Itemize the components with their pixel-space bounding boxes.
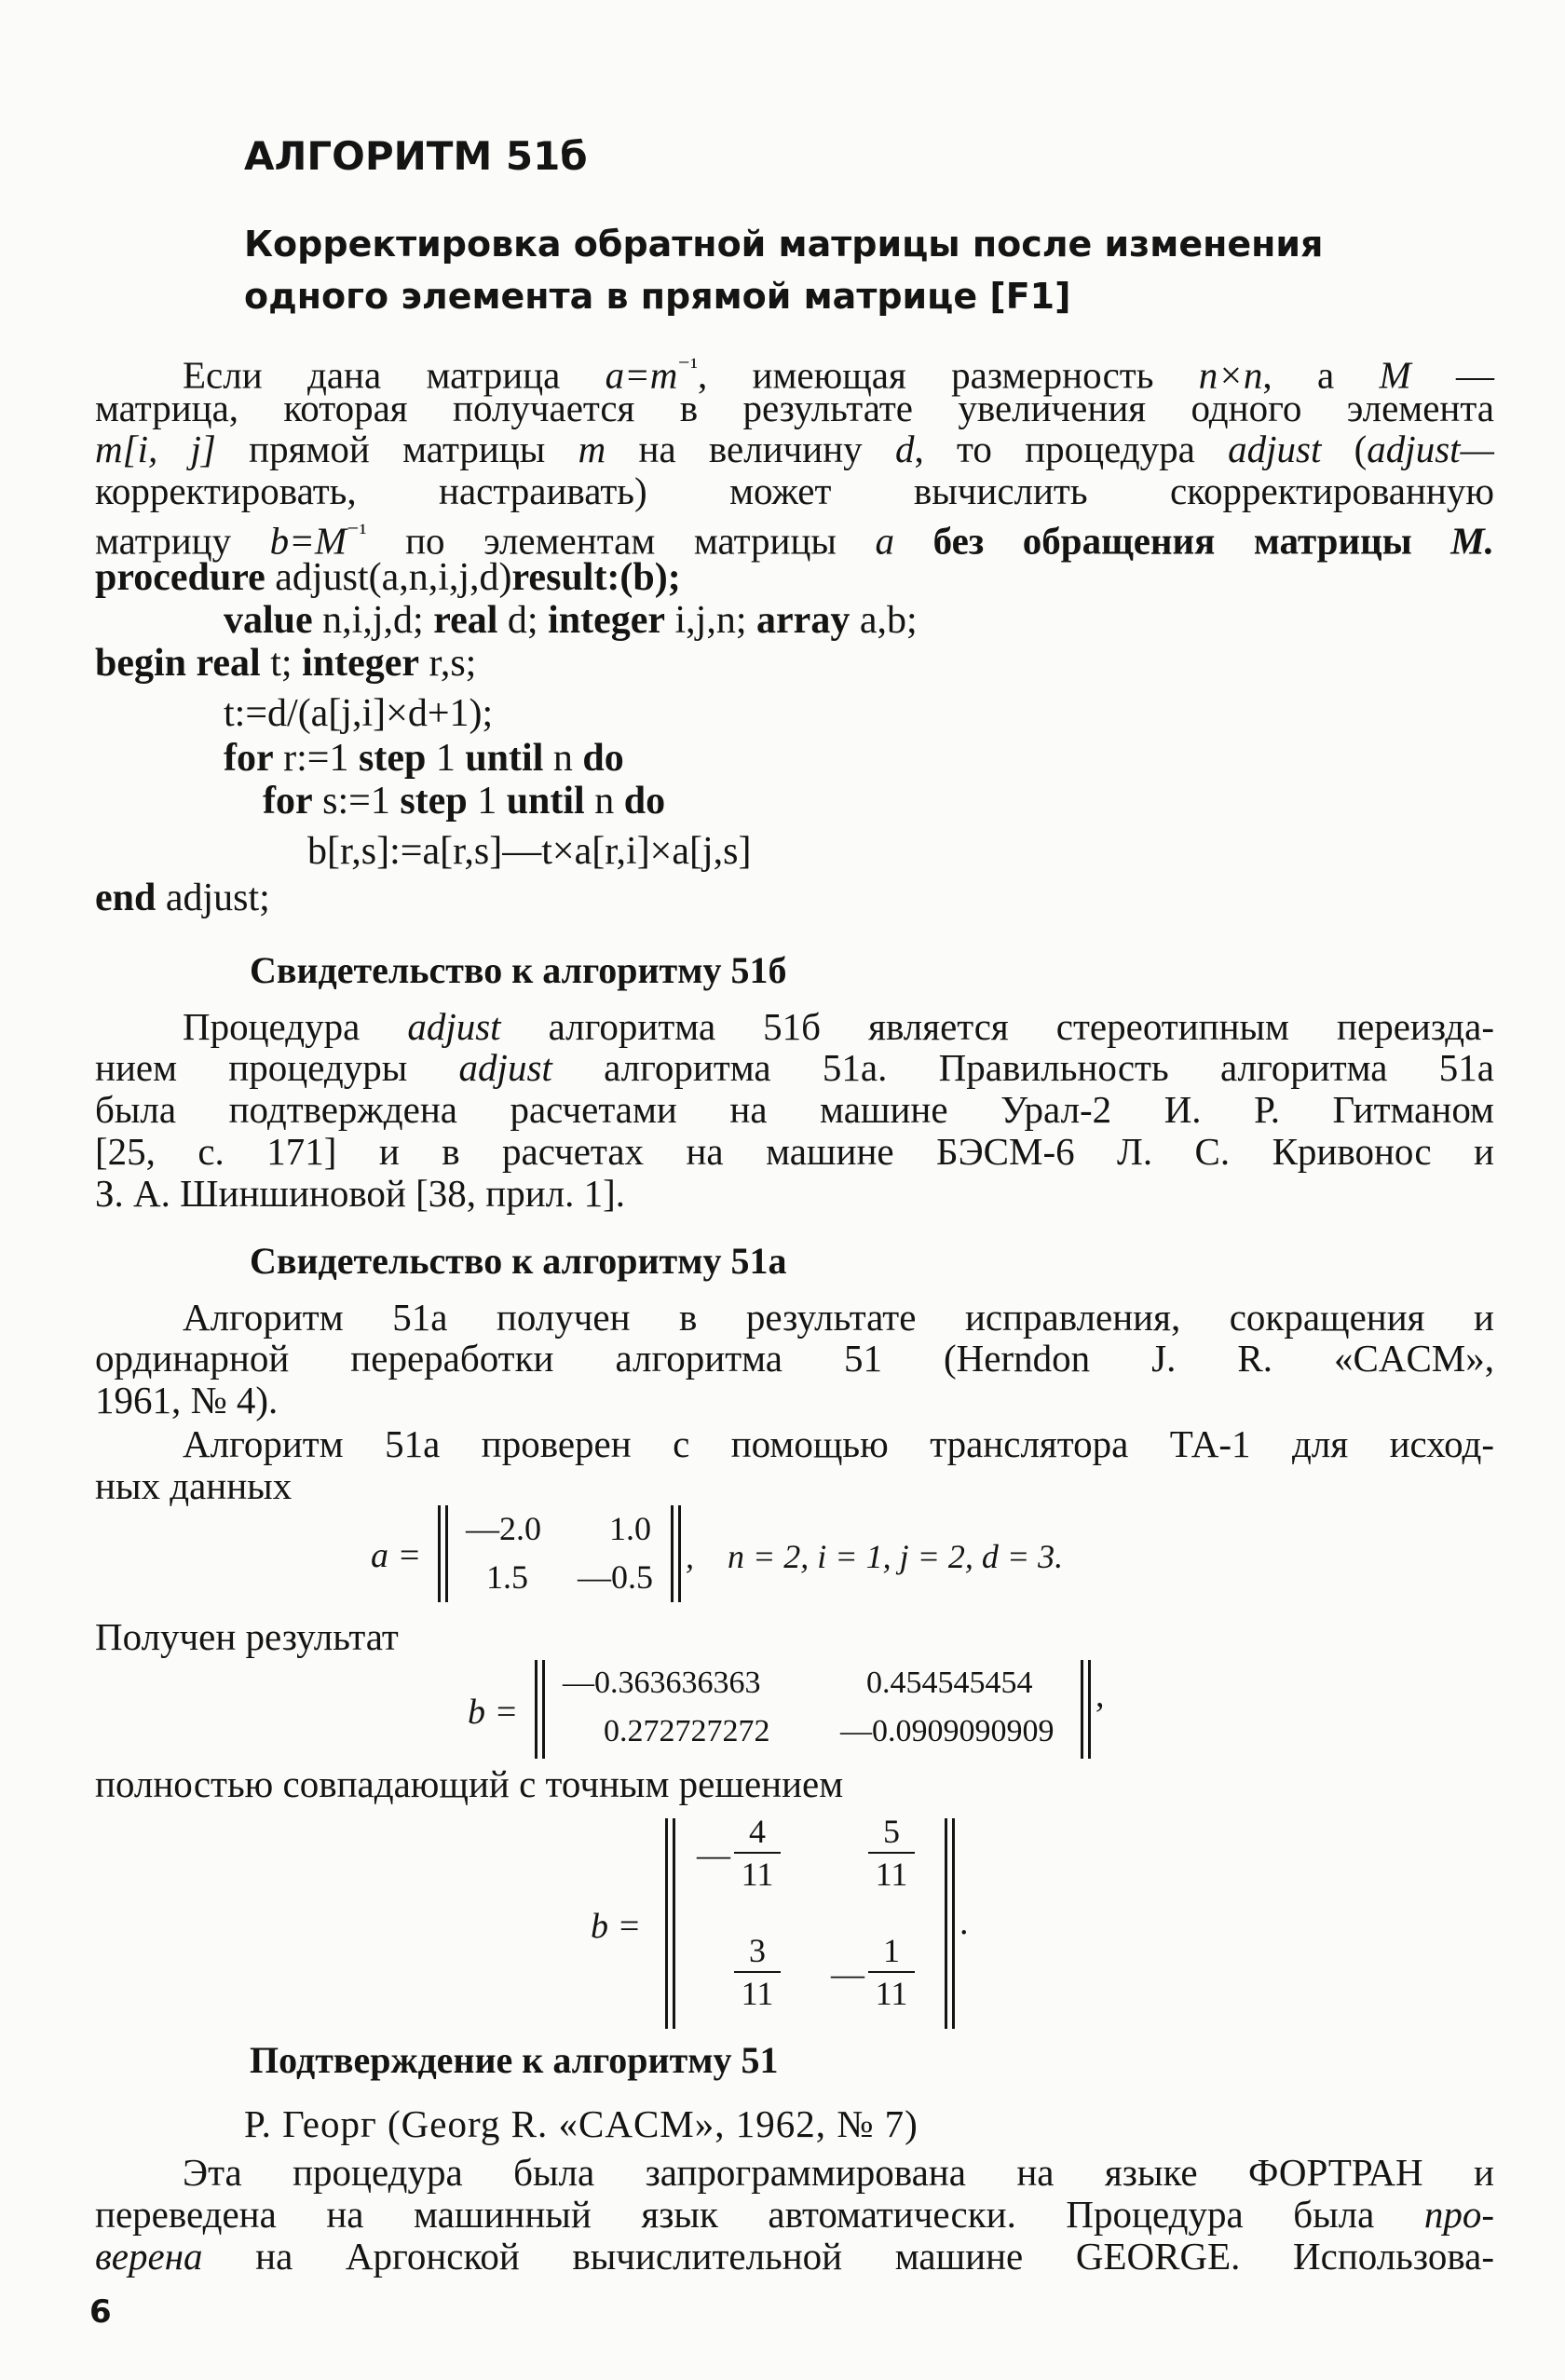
fraction-bar: [868, 1852, 915, 1854]
cert51b-line-4: [25, с. 171] и в расчетах на машине БЭСМ-6 Л. С. Кривонос и: [95, 1130, 1494, 1173]
fraction-sign: —: [831, 1955, 864, 1992]
fraction-numerator: 1: [883, 1932, 900, 1969]
matrix-tail: .: [959, 1903, 969, 1942]
code-line-5: for r:=1 step 1 until n do: [224, 737, 624, 780]
cert51a-line-4: Алгоритм 51а проверен с помощью транслятора ТА-1 для исход-: [183, 1422, 1494, 1465]
matrix-bar: [665, 1818, 668, 2029]
code-line-6: for s:=1 step 1 until n do: [263, 780, 666, 823]
matrix-params: , n = 2, i = 1, j = 2, d = 3.: [686, 1538, 1064, 1575]
cert51a-line-3: 1961, № 4).: [95, 1379, 279, 1421]
cert51a-line-5: ных данных: [95, 1464, 293, 1507]
fraction-denominator: 11: [741, 1975, 774, 2012]
fraction-denominator: 11: [875, 1856, 908, 1893]
input-matrix: [350, 1502, 1245, 1604]
fraction-denominator: 11: [741, 1856, 774, 1893]
intro-line-2: матрица, которая получается в результате увеличения одного элемента: [95, 387, 1494, 429]
exact-matrix: [568, 1813, 1034, 2031]
fraction: [868, 1813, 915, 1893]
fraction-bar: [868, 1971, 915, 1973]
matrix-cell: 0.454545454: [866, 1666, 1033, 1700]
exact-matrix-label: b =: [591, 1907, 642, 1946]
fraction-numerator: 4: [749, 1813, 766, 1850]
fraction-bar: [734, 1971, 781, 1973]
matrix-cell: —0.5: [578, 1558, 653, 1596]
matrix-cell: —0.363636363: [563, 1666, 761, 1700]
subtitle-line-1: Корректировка обратной матрицы после изменения: [244, 224, 1324, 265]
confirmation-heading: Подтверждение к алгоритму 51: [250, 2039, 779, 2081]
intro-line-3: m[i, j] прямой матрицы m на величину d, то процедура adjust (adjust—: [95, 428, 1494, 470]
matrix-bar: [1088, 1660, 1091, 1759]
confirmation-author: Р. Георг (Georg R. «CACM», 1962, № 7): [244, 2102, 919, 2145]
input-matrix-label: a =: [371, 1536, 422, 1575]
matrix-cell: —0.0909090909: [840, 1714, 1055, 1748]
cert51b-line-5: З. А. Шиншиновой [38, прил. 1].: [95, 1172, 626, 1215]
fraction: [734, 1813, 781, 1893]
code-line-1: procedure adjust(a,n,i,j,d)result:(b);: [95, 556, 681, 599]
matrix-cell: 0.272727272: [604, 1714, 770, 1748]
matrix-bar: [1081, 1660, 1083, 1759]
fraction-bar: [734, 1852, 781, 1854]
result-matrix-label: b =: [468, 1693, 519, 1732]
intro-line-5: матрицу $b=M^{^{-1}}$ по элементам матрицы a без обращения матрицы M.: [95, 519, 1494, 563]
matrix-bar: [671, 1505, 674, 1602]
confirmation-line-3: верена на Аргонской вычислительной машине GEORGE. Использова-: [95, 2235, 1494, 2278]
fraction-numerator: 3: [749, 1932, 766, 1969]
matrix-bar: [542, 1660, 545, 1759]
code-line-4: t:=d/(a[j,i]×d+1);: [224, 692, 494, 735]
cert51a-line-1: Алгоритм 51а получен в результате исправления, сокращения и: [183, 1296, 1494, 1339]
subtitle-line-2: одного элемента в прямой матрице [F1]: [244, 276, 1071, 317]
confirmation-line-2: переведена на машинный язык автоматически. Процедура была про-: [95, 2193, 1494, 2236]
certificate-51b-heading: Свидетельство к алгоритму 51б: [250, 949, 787, 991]
matrix-bar: [952, 1818, 955, 2029]
matrix-cell: 1.5: [486, 1558, 528, 1596]
matrix-bar: [535, 1660, 538, 1759]
cert51b-line-1: Процедура adjust алгоритма 51б является стереотипным переизда-: [183, 1005, 1494, 1048]
matrix-bar: [445, 1505, 448, 1602]
algorithm-title: АЛГОРИТМ 51б: [244, 133, 588, 179]
code-line-8: end adjust;: [95, 877, 270, 919]
fraction-sign: —: [697, 1836, 730, 1873]
fraction-denominator: 11: [875, 1975, 908, 2012]
intro-line-4: корректировать, настраивать) может вычислить скорректированную: [95, 469, 1494, 512]
cert51b-line-3: была подтверждена расчетами на машине Урал-2 И. Р. Гитманом: [95, 1088, 1494, 1131]
matrix-bar: [678, 1505, 681, 1602]
exact-label: полностью совпадающий с точным решением: [95, 1762, 844, 1805]
certificate-51a-heading: Свидетельство к алгоритму 51а: [250, 1240, 787, 1282]
matrix-cell: —2.0: [466, 1510, 541, 1547]
matrix-tail: ,: [1096, 1676, 1105, 1715]
fraction: [868, 1932, 915, 2012]
intro-line-1: Если дана матрица $a=m^{^{-1}}$, имеющая размерность n×n, а M —: [183, 353, 1495, 397]
cert51b-line-2: нием процедуры adjust алгоритма 51а. Правильность алгоритма 51а: [95, 1046, 1494, 1089]
fraction: [734, 1932, 781, 2012]
matrix-bar: [673, 1818, 675, 2029]
result-label: Получен результат: [95, 1615, 399, 1658]
code-line-7: b[r,s]:=a[r,s]—t×a[r,i]×a[j,s]: [307, 830, 752, 873]
confirmation-line-1: Эта процедура была запрограммирована на языке ФОРТРАН и: [183, 2151, 1494, 2194]
page-number: 6: [89, 2293, 112, 2331]
result-matrix: [456, 1658, 1127, 1761]
cert51a-line-2: ординарной переработки алгоритма 51 (Herndon J. R. «CACM»,: [95, 1337, 1494, 1380]
code-line-2: value n,i,j,d; real d; integer i,j,n; array a,b;: [224, 599, 918, 642]
matrix-bar: [438, 1505, 441, 1602]
matrix-bar: [945, 1818, 947, 2029]
matrix-cell: 1.0: [609, 1510, 651, 1547]
fraction-numerator: 5: [883, 1813, 900, 1850]
code-line-3: begin real t; integer r,s;: [95, 642, 477, 685]
